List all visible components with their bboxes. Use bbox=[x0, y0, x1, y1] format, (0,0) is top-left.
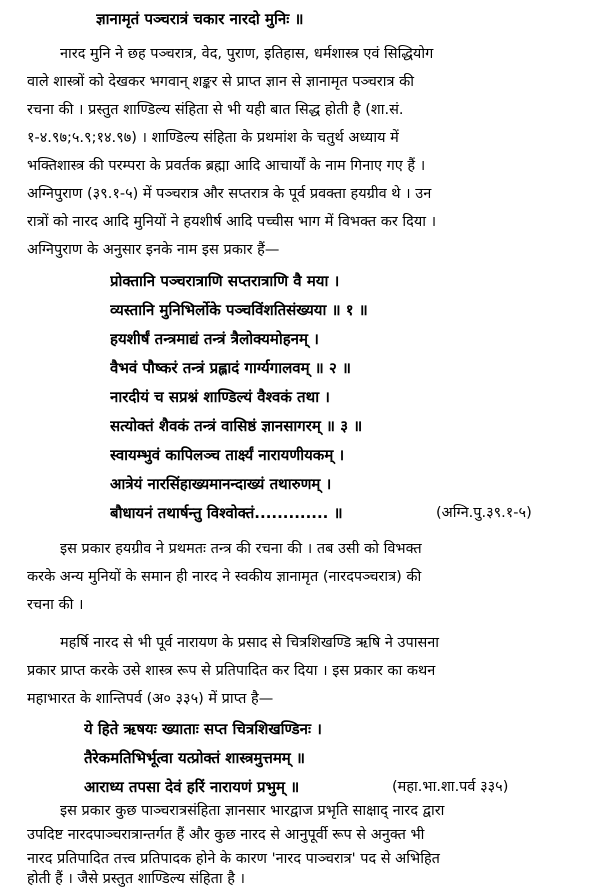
verse-line: व्यस्तानि मुनिभिर्लोके पञ्चविंशतिसंख्यया ॥ १ ॥ bbox=[110, 301, 368, 319]
text-line: इस प्रकार हयग्रीव ने प्रथमतः तन्त्र की रचना की । तब उसी को विभक्त bbox=[60, 541, 422, 557]
text-line: महाभारत के शान्तिपर्व (अ० ३३५) में प्राप्त है— bbox=[27, 691, 274, 707]
verse-line: प्रोक्तानि पञ्चरात्राणि सप्तरात्राणि वै मया । bbox=[110, 272, 340, 290]
verse-reference: (अग्नि.पु.३९.१-५) bbox=[436, 505, 532, 521]
verse-line: वैभवं पौष्करं तन्त्रं प्रह्लादं गार्ग्यगालवम् ॥ २ ॥ bbox=[110, 359, 351, 377]
verse-line: तैरेकमतिभिर्भूत्वा यत्प्रोक्तं शास्त्रमुत्तमम् ॥ bbox=[84, 749, 305, 767]
text-line: रचना की । bbox=[27, 597, 84, 613]
text-line: करके अन्य मुनियों के समान ही नारद ने स्वकीय ज्ञानामृत (नारदपञ्चरात्र) की bbox=[27, 569, 422, 585]
text-line: नारद प्रतिपादित तत्त्व प्रतिपादक होने के कारण 'नारद पाञ्चरात्र' पद से अभिहित bbox=[27, 851, 440, 867]
text-line: भक्तिशास्त्र की परम्परा के प्रवर्तक ब्रह्मा आदि आचार्यों के नाम गिनाए गए हैं । bbox=[27, 158, 426, 174]
text-line: रात्रों को नारद आदि मुनियों ने हयशीर्ष आदि पच्चीस भाग में विभक्त कर दिया । bbox=[27, 214, 437, 230]
verse-line: हयशीर्षं तन्त्रमाद्यं तन्त्रं त्रैलोक्यमोहनम् । bbox=[110, 330, 319, 348]
verse-line: स्वायम्भुवं कापिलञ्च तार्क्ष्यं नारायणीयकम् । bbox=[110, 446, 345, 464]
text-line: १-४.९७;५.९;१४.९७) । शाण्डिल्य संहिता के प्रथमांश के चतुर्थ अध्याय में bbox=[27, 130, 399, 146]
verse-line: सत्योक्तं शैवकं तन्त्रं वासिष्ठं ज्ञानसागरम् ॥ ३ ॥ bbox=[110, 417, 363, 435]
verse-line: आराध्य तपसा देवं हरिं नारायणं प्रभुम् ॥ bbox=[84, 778, 300, 796]
text-line: प्रकार प्राप्त करके उसे शास्त्र रूप से प्रतिपादित कर दिया । इस प्रकार का कथन bbox=[27, 663, 436, 679]
verse-line: आत्रेयं नारसिंहाख्यमानन्दाख्यं तथारुणम् । bbox=[110, 475, 332, 493]
verse-line: ये हिते ऋषयः ख्याताः सप्त चित्रशिखण्डिनः । bbox=[84, 720, 322, 738]
text-line: रचना की । प्रस्तुत शाण्डिल्य संहिता से भी यही बात सिद्ध होती है (शा.सं. bbox=[27, 102, 404, 118]
text-line: अग्निपुराण (३९.१-५) में पञ्चरात्र और सप्तरात्र के पूर्व प्रवक्ता हयग्रीव थे । उन bbox=[27, 186, 432, 202]
verse-line: नारदीयं च सप्रश्नं शाण्डिल्यं वैश्वकं तथा । bbox=[110, 388, 330, 406]
text-line: नारद मुनि ने छह पञ्चरात्र, वेद, पुराण, इतिहास, धर्मशास्त्र एवं सिद्धियोग bbox=[60, 46, 434, 62]
verse-reference: (महा.भा.शा.पर्व ३३५) bbox=[392, 779, 509, 795]
text-line: इस प्रकार कुछ पाञ्चरात्रसंहिता ज्ञानसार भारद्वाज प्रभृति साक्षाद् नारद द्वारा bbox=[60, 803, 445, 819]
verse-line: बौधायनं तथार्षन्तु विश्वोक्तं............. ॥ bbox=[110, 504, 343, 522]
text-line: होती हैं । जैसे प्रस्तुत शाण्डिल्य संहिता है । bbox=[27, 871, 246, 887]
text-line: अग्निपुराण के अनुसार इनके नाम इस प्रकार हैं— bbox=[27, 242, 280, 258]
text-line: वाले शास्त्रों को देखकर भगवान् शङ्कर से प्राप्त ज्ञान से ज्ञानामृत पञ्चरात्र की bbox=[27, 74, 414, 90]
heading-verse: ज्ञानामृतं पञ्चरात्रं चकार नारदो मुनिः ॥ bbox=[96, 10, 304, 28]
text-line: उपदिष्ट नारदपाञ्चरात्रान्तर्गत हैं और कुछ नारद से आनुपूर्वी रूप से अनुक्त भी bbox=[27, 827, 425, 843]
text-line: महर्षि नारद से भी पूर्व नारायण के प्रसाद से चित्रशिखण्डि ऋषि ने उपासना bbox=[60, 635, 440, 651]
